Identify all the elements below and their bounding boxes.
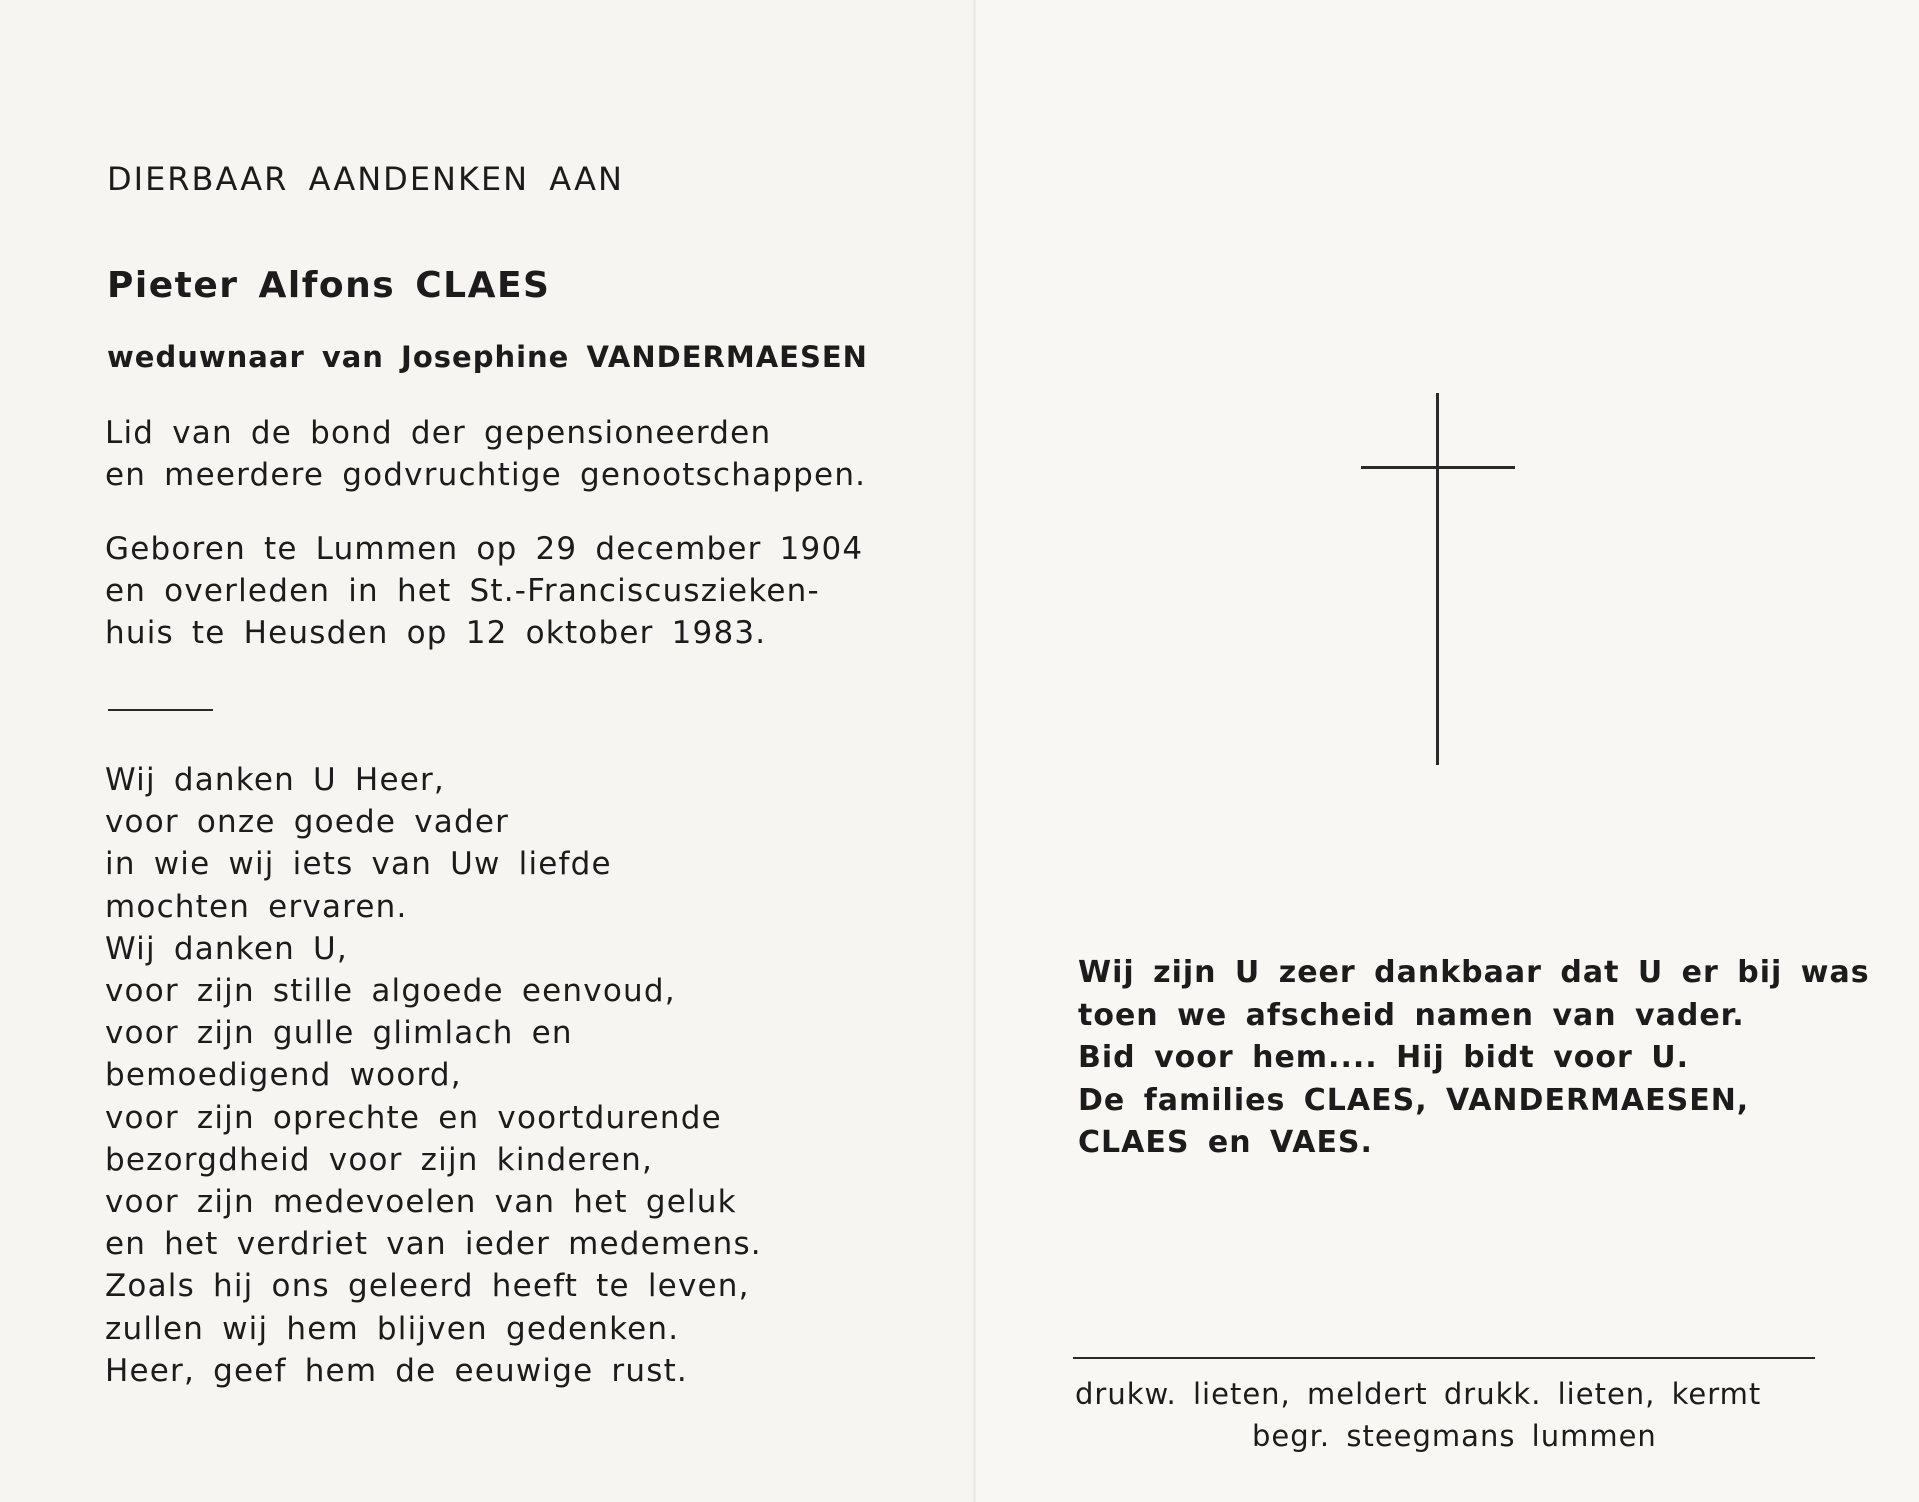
printer-credit: drukw. lieten, meldert drukk. lieten, kermt — [1075, 1377, 1762, 1411]
widower-line: weduwnaar van Josephine VANDERMAESEN — [107, 340, 868, 374]
deceased-name: Pieter Alfons CLAES — [107, 265, 551, 306]
membership-line: en meerdere godvruchtige genootschappen. — [105, 457, 867, 493]
thanks-line: Bid voor hem.... Hij bidt voor U. — [1078, 1040, 1689, 1075]
poem-line: Heer, geef hem de eeuwige rust. — [105, 1352, 688, 1389]
cross-icon-bar — [1361, 466, 1515, 469]
undertaker-credit: begr. steegmans lummen — [1252, 1419, 1657, 1453]
memorial-heading: DIERBAAR AANDENKEN AAN — [107, 160, 624, 198]
poem-line: voor zijn stille algoede eenvoud, — [105, 973, 676, 1010]
poem-line: bezorgdheid voor zijn kinderen, — [105, 1141, 654, 1178]
poem-line: in wie wij iets van Uw liefde — [105, 846, 612, 883]
poem-line: voor onze goede vader — [105, 804, 510, 841]
prayer-poem — [105, 759, 762, 1392]
poem-line: mochten ervaren. — [105, 888, 408, 925]
thanks-line: De families CLAES, VANDERMAESEN, — [1078, 1082, 1750, 1118]
membership-line: Lid van de bond der gepensioneerden — [105, 415, 772, 451]
thanks-line: toen we afscheid namen van vader. — [1078, 997, 1745, 1033]
poem-line: Wij danken U, — [105, 930, 348, 967]
poem-line: Zoals hij ons geleerd heeft te leven, — [105, 1268, 750, 1305]
cross-icon — [1436, 393, 1439, 765]
card-fold — [973, 0, 976, 1502]
poem-line: zullen wij hem blijven gedenken. — [105, 1310, 680, 1347]
poem-line: voor zijn oprechte en voortdurende — [105, 1099, 722, 1136]
poem-line: en het verdriet van ieder medemens. — [105, 1226, 762, 1263]
poem-line: Wij danken U Heer, — [105, 762, 445, 798]
right-panel — [975, 0, 1919, 1502]
separator-line — [108, 709, 213, 711]
life-line: huis te Heusden op 12 oktober 1983. — [105, 615, 767, 651]
thanks-line: CLAES en VAES. — [1078, 1125, 1373, 1160]
membership-text — [105, 412, 866, 496]
life-line: Geboren te Lummen op 29 december 1904 — [105, 531, 864, 567]
poem-line: voor zijn gulle glimlach en — [105, 1015, 573, 1052]
footer-rule — [1073, 1357, 1815, 1359]
thanks-line: Wij zijn U zeer dankbaar dat U er bij was — [1078, 955, 1870, 990]
birth-death-text — [105, 528, 863, 654]
thank-you-text — [1078, 952, 1870, 1165]
poem-line: voor zijn medevoelen van het geluk — [105, 1184, 737, 1221]
poem-line: bemoedigend woord, — [105, 1057, 462, 1094]
life-line: en overleden in het St.-Franciscuszieken- — [105, 573, 820, 609]
